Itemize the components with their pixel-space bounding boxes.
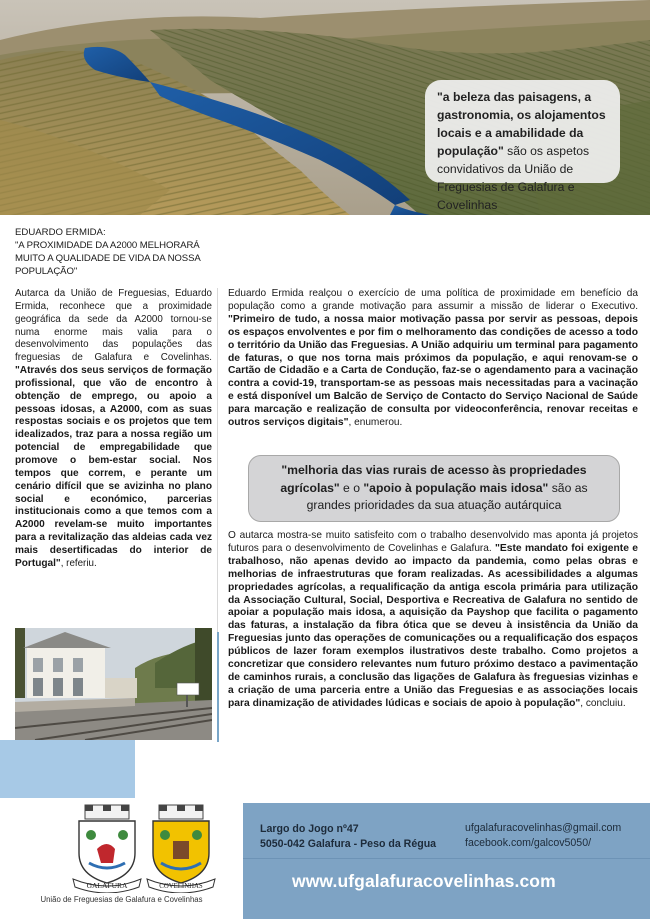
mid-pull-quote (248, 455, 620, 522)
left-quote: "Através dos seus serviços de formação profissional, que vão de encontro à obtenção de emprego, ou apoio a pessoas idosas, a A2000, com as suas respostas sociais e os projetos que tem idealizados, traz para a nossa região um potencial de empregabilidade que promove o bem-estar social. Nos tempos que correm, e perante um cenário difícil que se avizinha no plano social e económico, parcerias institucionais como a que temos com a A2000 revelam-se muito importantes para a revitalização das aldeias cada vez mais desertificadas do interior de Portugal" (15, 365, 212, 569)
footer-accent-block (0, 740, 135, 802)
mid-quote-part2: e o (339, 480, 364, 495)
right-top-outro: , enumerou. (348, 417, 403, 429)
website-link[interactable]: www.ufgalafuracovelinhas.com (292, 871, 556, 891)
galafura-banner-text: GALAFURA (86, 881, 128, 890)
interviewee-name: EDUARDO ERMIDA: (15, 227, 106, 238)
hero-quote-highlight: "a beleza das paisagens, a gastronomia, os alojamentos locais e a amabilidade da população" (437, 90, 606, 158)
right-bottom-outro: , concluiu. (580, 697, 626, 709)
footer-divider (243, 858, 650, 859)
right-bottom-quote: "Este mandato foi exigente e trabalhoso, não apenas devido ao impacto da pandemia, como pelas obras e melhorias de infraestruturas que foram realizadas. As acessibilidades a algumas propriedades agrícolas, a requalificação da antiga escola primária para utilização da Associação Cultural, Social, Desportiva e Recreativa de Galafura no sentido de apoiar a população mais idosa, a aquisição da Payshop que facilita o pagamento das faturas, a instalação da fibra ótica que se deveu à insistência da União da Freguesias junto das operações de comunicações ou a requalificação dos espaços públicos de lazer foram exemplos ilustrativos deste trabalho. Como projetos a concretizar que considero relevantes num futuro próximo destaco a pavimentação de caminhos rurais, a conclusão das ligações de Galafura às freguesias vizinhas e a criação de uma parceria entre a União das Freguesias e as associações locais para dinamização de atividades lúdicas e sociais de apoio à população" (228, 542, 638, 709)
address-line-2: 5050-042 Galafura - Peso da Régua (260, 838, 437, 850)
galafura-crest-icon (69, 803, 144, 893)
email-link[interactable]: ufgalafuracovelinhas@gmail.com (465, 822, 622, 834)
hero-pull-quote (425, 80, 620, 212)
interview-headline: "A PROXIMIDADE DA A2000 MELHORARÁ MUITO A QUALIDADE DE VIDA DA NOSSA POPULAÇÃO" (15, 240, 201, 277)
org-caption: União de Freguesias de Galafura e Covelinhas (40, 895, 203, 904)
left-intro: Autarca da União de Freguesias, Eduardo Ermida, reconhece que a proximidade geográfica da sede da A2000 tornou-se numa enorme mais valia para o desenvolvimento das populações das freguesias de Galafura e Covelinhas. (15, 288, 212, 364)
interview-heading (15, 226, 225, 278)
railway-station-photo (15, 628, 212, 740)
covelinhas-banner-text: COVELINHAS (159, 883, 203, 890)
left-outro: , referiu. (60, 557, 97, 569)
address-line-1: Largo do Jogo nº47 (260, 823, 359, 835)
footer-contacts (465, 821, 621, 850)
mid-quote-part1: "melhoria das vias rurais de acesso às propriedades agrícolas" (280, 463, 587, 495)
footer-address (260, 822, 436, 852)
covelinhas-crest-icon (143, 803, 218, 893)
mid-quote-part3: "apoio à população mais idosa" (363, 480, 549, 495)
hero-landscape-photo (0, 0, 650, 215)
article-left-column (15, 288, 212, 571)
hero-quote-rest: são os aspetos convidativos da União de Freguesias de Galafura e Covelinhas (437, 144, 590, 212)
facebook-link[interactable]: facebook.com/galcov5050/ (465, 836, 592, 849)
article-right-column-bottom (228, 530, 638, 711)
right-top-intro: Eduardo Ermida realçou o exercício de uma política de proximidade em benefício da população como a grande motivação para assumir a missão de liderar o Executivo. (228, 288, 638, 312)
mid-quote-part4: são as grandes prioridades da sua atuação autárquica (306, 480, 588, 512)
right-top-quote: "Primeiro de tudo, a nossa maior motivação passa por servir as pessoas, depois os espaços envolventes e por fim o melhoramento das condições de acesso a todo o território da União das Freguesias. A União adquiriu um terminal para pagamento de faturas, o que nos torna mais próximos da população, e aqui renovam-se o Cartão de Cidadão e a Carta de Condução, faz-se o agendamento para a vacinação contra a covid-19, transportam-se as pessoas mais necessitadas para a vacinação e está disponível um Balcão de Serviço de Contacto do Serviço Nacional de Saúde para marcação e realização de consulta por videoconferência, renovar receitas e outros serviços digitais" (228, 313, 638, 429)
station-image (15, 628, 212, 740)
article-right-column-top (228, 288, 638, 430)
right-bottom-intro: O autarca mostra-se muito satisfeito com o trabalho desenvolvido mas aponta já projetos futuros para o desenvolvimento de Covelinhas e Galafura. (228, 530, 638, 554)
column-divider-accent (217, 632, 219, 742)
